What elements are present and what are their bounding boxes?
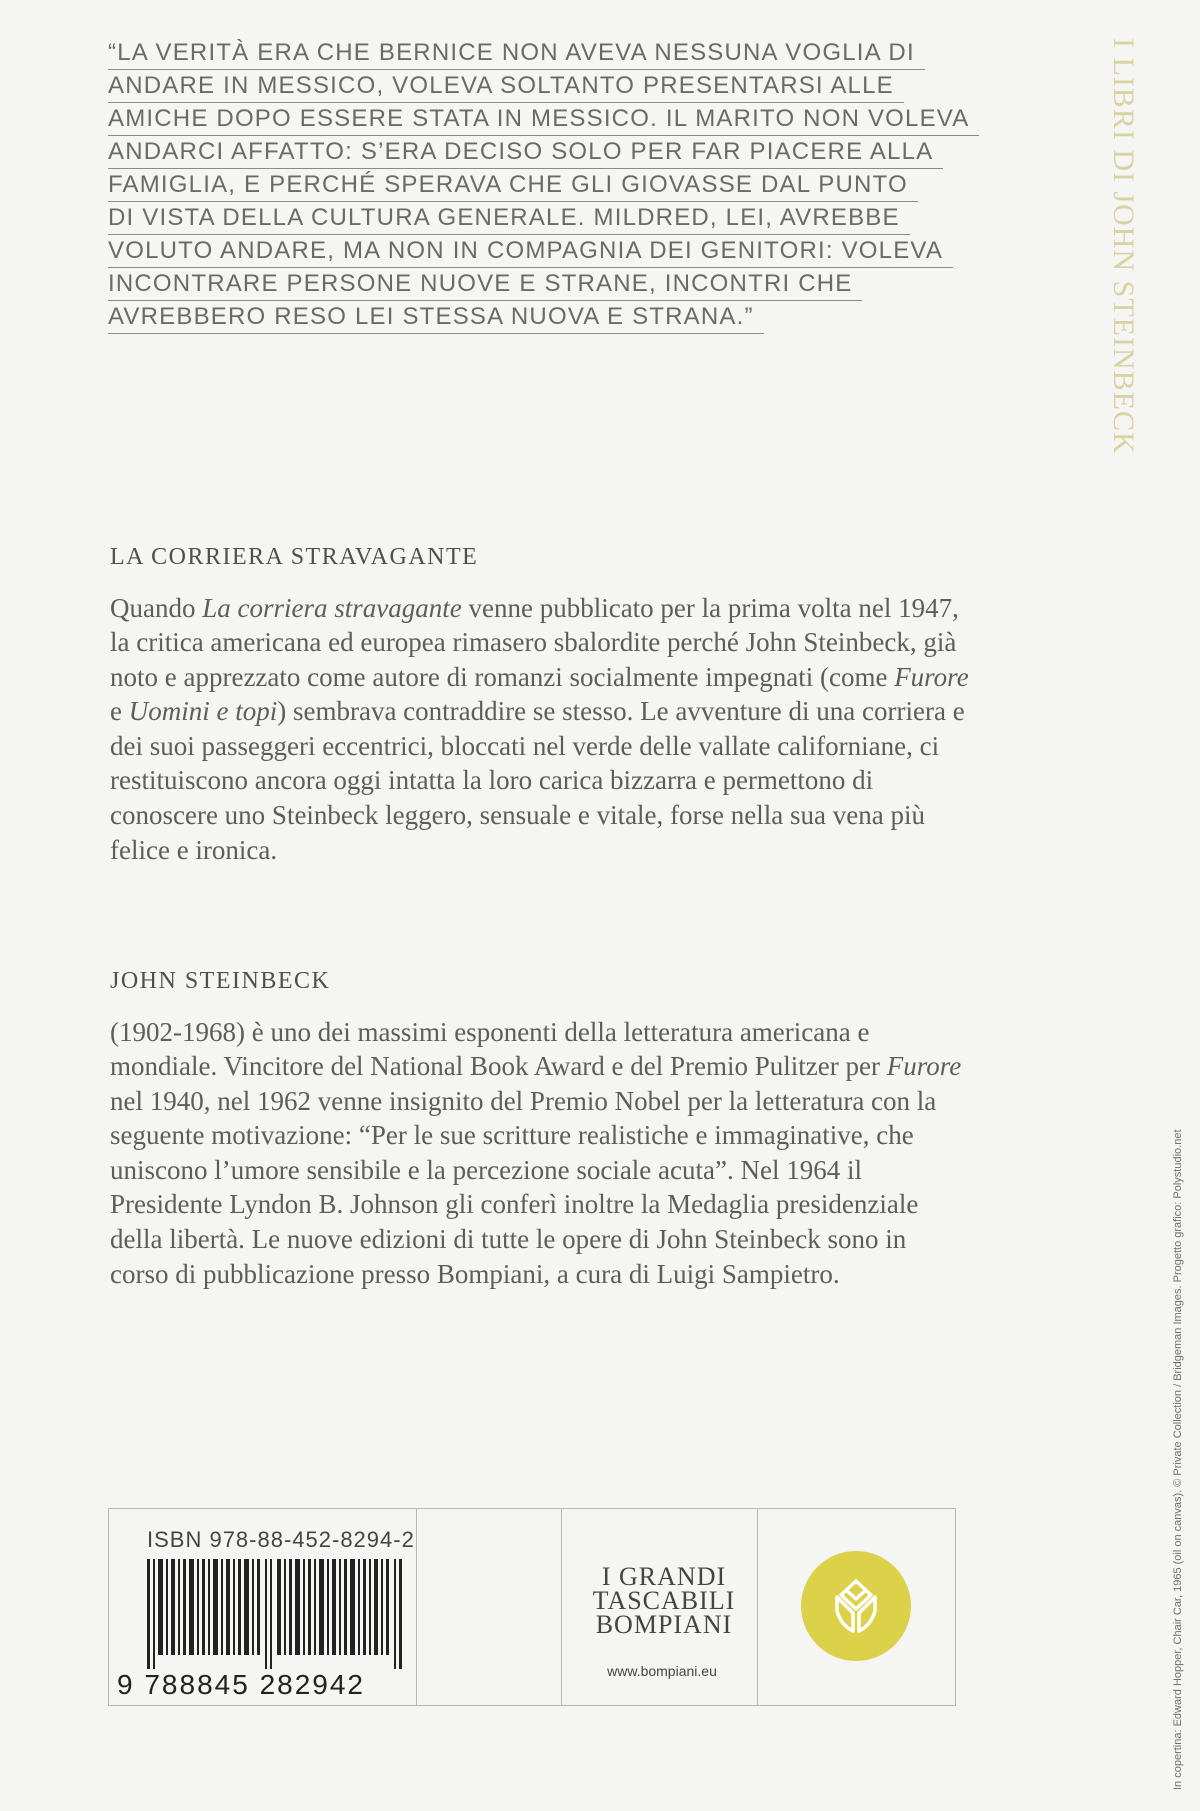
series-line: TASCABILI xyxy=(592,1586,736,1615)
barcode-digits: 9 788845 282942 xyxy=(117,1669,365,1700)
series-name xyxy=(589,1562,739,1639)
quote-line: FAMIGLIA, E PERCHÉ SPERAVA CHE GLI GIOVASSE DAL PUNTO xyxy=(108,168,918,202)
book-title: LA CORRIERA STRAVAGANTE xyxy=(110,544,479,570)
series-spine-label xyxy=(1102,38,1142,558)
author-summary xyxy=(110,1015,970,1292)
text-run: (1902-1968) è uno dei massimi esponenti della letteratura americana e mondiale. Vincitore del National Book Award e del Premio Pulitzer per xyxy=(110,1016,887,1082)
quote-line: ANDARE IN MESSICO, VOLEVA SOLTANTO PRESENTARSI ALLE xyxy=(108,69,904,103)
quote-line: ANDARCI AFFATTO: S’ERA DECISO SOLO PER FAR PIACERE ALLA xyxy=(108,135,943,169)
divider xyxy=(561,1509,562,1705)
back-cover-quote xyxy=(108,36,968,333)
quote-line: AVREBBERO RESO LEI STESSA NUOVA E STRANA.” xyxy=(108,300,764,334)
italic-title: Uomini e topi xyxy=(128,696,278,727)
text-run: e xyxy=(110,696,129,727)
italic-title: Furore xyxy=(886,1051,962,1082)
divider xyxy=(757,1509,758,1705)
author-bio xyxy=(110,964,970,1291)
book-summary xyxy=(110,591,970,868)
barcode-icon xyxy=(147,1559,407,1669)
text-run: venne pubblicato per la prima volta nel 1947, la critica americana ed europea rimasero sbalordite perché John Steinbeck, già noto e apprezzato come autore di romanzi socialmente impegnati (come xyxy=(110,592,959,692)
series-line: I GRANDI xyxy=(601,1562,727,1591)
text-run: Quando xyxy=(110,592,203,623)
quote-line: VOLUTO ANDARE, MA NON IN COMPAGNIA DEI GENITORI: VOLEVA xyxy=(108,234,953,268)
quote-line: AMICHE DOPO ESSERE STATA IN MESSICO. IL MARITO NON VOLEVA xyxy=(108,102,979,136)
quote-line: INCONTRARE PERSONE NUOVE E STRANE, INCONTRI CHE xyxy=(108,267,862,301)
quote-line: “LA VERITÀ ERA CHE BERNICE NON AVEVA NESSUNA VOGLIA DI xyxy=(108,36,925,70)
text-run: ) sembrava contraddire se stesso. Le avventure di una corriera e dei suoi passeggeri eccentrici, bloccati nel verde delle vallate californiane, ci restituiscono ancora oggi intatta la loro carica bizzarra e permettono di conoscere uno Steinbeck leggero, sensuale e vitale, forse nella sua vena più felice e ironica. xyxy=(110,696,965,865)
flower-icon xyxy=(801,1551,911,1661)
bompiani-logo-icon xyxy=(801,1551,911,1661)
italic-title: La corriera stravagante xyxy=(202,592,462,623)
series-line: BOMPIANI xyxy=(595,1610,733,1639)
quote-line: DI VISTA DELLA CULTURA GENERALE. MILDRED, LEI, AVREBBE xyxy=(108,201,910,235)
spine-text: I LIBRI DI JOHN STEINBECK xyxy=(1107,38,1140,455)
publisher-footer xyxy=(108,1508,956,1706)
book-description xyxy=(110,540,970,867)
isbn-number: ISBN 978-88-452-8294-2 xyxy=(147,1527,415,1552)
divider xyxy=(416,1509,417,1705)
italic-title: Furore xyxy=(894,661,969,692)
author-name: JOHN STEINBECK xyxy=(110,968,331,994)
cover-credits: In copertina: Edward Hopper, Chair Car, 1965 (oil on canvas). © Private Collection / Bridgeman Images. Progetto grafico: Polystudio.net xyxy=(1172,1129,1184,1790)
publisher-url: www.bompiani.eu xyxy=(607,1663,717,1679)
text-run: nel 1940, nel 1962 venne insignito del Premio Nobel per la letteratura con la seguente motivazione: “Per le sue scritture realistiche e immaginative, che uniscono l’umore sensibile e la percezione sociale acuta”. Nel 1964 il Presidente Lyndon B. Johnson gli conferì inoltre la Medaglia presidenziale della libertà. Le nuove edizioni di tutte le opere di John Steinbeck sono in corso di pubblicazione presso Bompiani, a cura di Luigi Sampietro. xyxy=(110,1085,937,1289)
